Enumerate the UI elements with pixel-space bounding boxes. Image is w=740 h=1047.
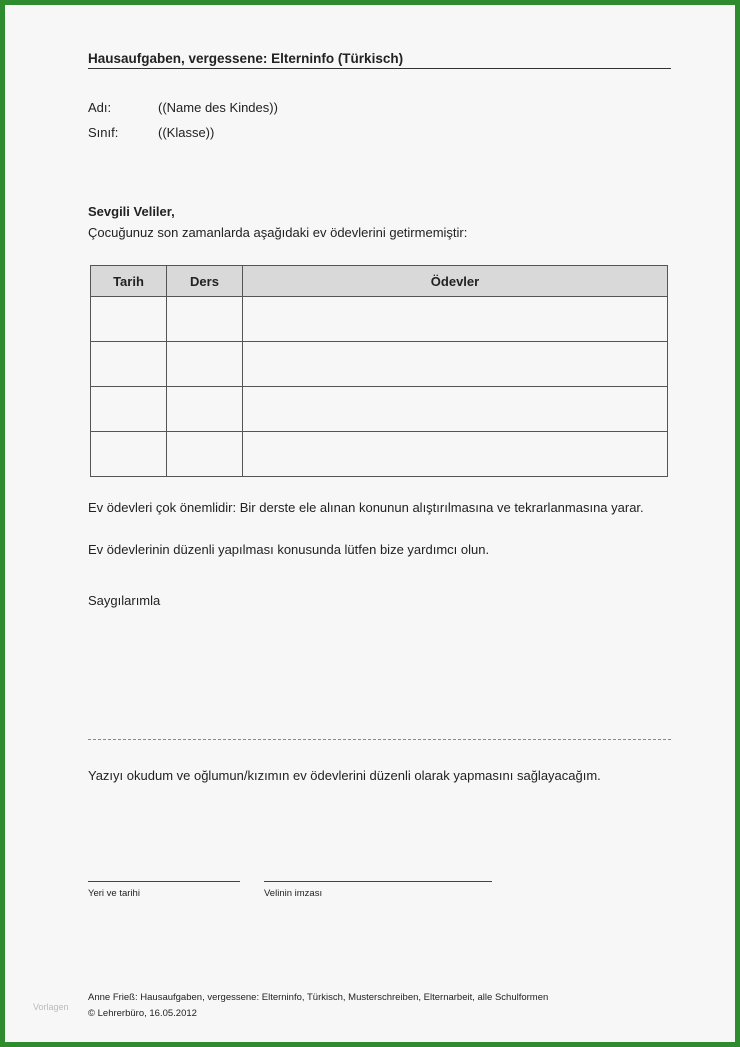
table-cell bbox=[91, 297, 167, 342]
name-label: Adı: bbox=[88, 100, 112, 115]
document-title: Hausaufgaben, vergessene: Elterninfo (Türkisch) bbox=[88, 51, 404, 66]
footer-line-1: Anne Frieß: Hausaufgaben, vergessene: Elterninfo, Türkisch, Musterschreiben, Elternarbeit, alle Schulformen bbox=[88, 992, 549, 1003]
table-cell bbox=[167, 432, 243, 477]
table-cell bbox=[91, 432, 167, 477]
signature-line bbox=[264, 881, 492, 882]
importance-paragraph: Ev ödevleri çok önemlidir: Bir derste ele alınan konunun alıştırılmasına ve tekrarlanmasına yarar. bbox=[88, 500, 644, 515]
class-value: ((Klasse)) bbox=[158, 125, 215, 140]
table-cell bbox=[167, 297, 243, 342]
class-label: Sınıf: bbox=[88, 125, 119, 140]
homework-table bbox=[90, 265, 668, 477]
table-row bbox=[91, 342, 668, 387]
table-cell bbox=[167, 342, 243, 387]
intro-text: Çocuğunuz son zamanlarda aşağıdaki ev ödevlerini getirmemiştir: bbox=[88, 225, 468, 240]
watermark: Vorlagen bbox=[33, 1002, 69, 1012]
table-cell bbox=[243, 342, 668, 387]
table-cell bbox=[243, 387, 668, 432]
place-date-line bbox=[88, 881, 240, 882]
help-paragraph: Ev ödevlerinin düzenli yapılması konusunda lütfen bize yardımcı olun. bbox=[88, 542, 490, 557]
closing: Saygılarımla bbox=[88, 593, 161, 608]
column-header-homework: Ödevler bbox=[243, 266, 668, 297]
table-row bbox=[91, 432, 668, 477]
place-date-label: Yeri ve tarihi bbox=[88, 888, 140, 899]
greeting: Sevgili Veliler, bbox=[88, 204, 175, 219]
table-row bbox=[91, 297, 668, 342]
table-row bbox=[91, 387, 668, 432]
reply-statement: Yazıyı okudum ve oğlumun/kızımın ev ödevlerini düzenli olarak yapmasını sağlayacağım. bbox=[88, 768, 601, 783]
footer-line-2: © Lehrerbüro, 16.05.2012 bbox=[88, 1008, 197, 1019]
signature-label: Velinin imzası bbox=[264, 888, 323, 899]
table-cell bbox=[91, 387, 167, 432]
title-rule bbox=[88, 68, 671, 69]
name-value: ((Name des Kindes)) bbox=[158, 100, 278, 115]
column-header-subject: Ders bbox=[167, 266, 243, 297]
table-cell bbox=[243, 297, 668, 342]
document-page bbox=[5, 5, 735, 1042]
table-cell bbox=[243, 432, 668, 477]
table-cell bbox=[91, 342, 167, 387]
column-header-date: Tarih bbox=[91, 266, 167, 297]
cut-line bbox=[88, 739, 671, 740]
table-cell bbox=[167, 387, 243, 432]
